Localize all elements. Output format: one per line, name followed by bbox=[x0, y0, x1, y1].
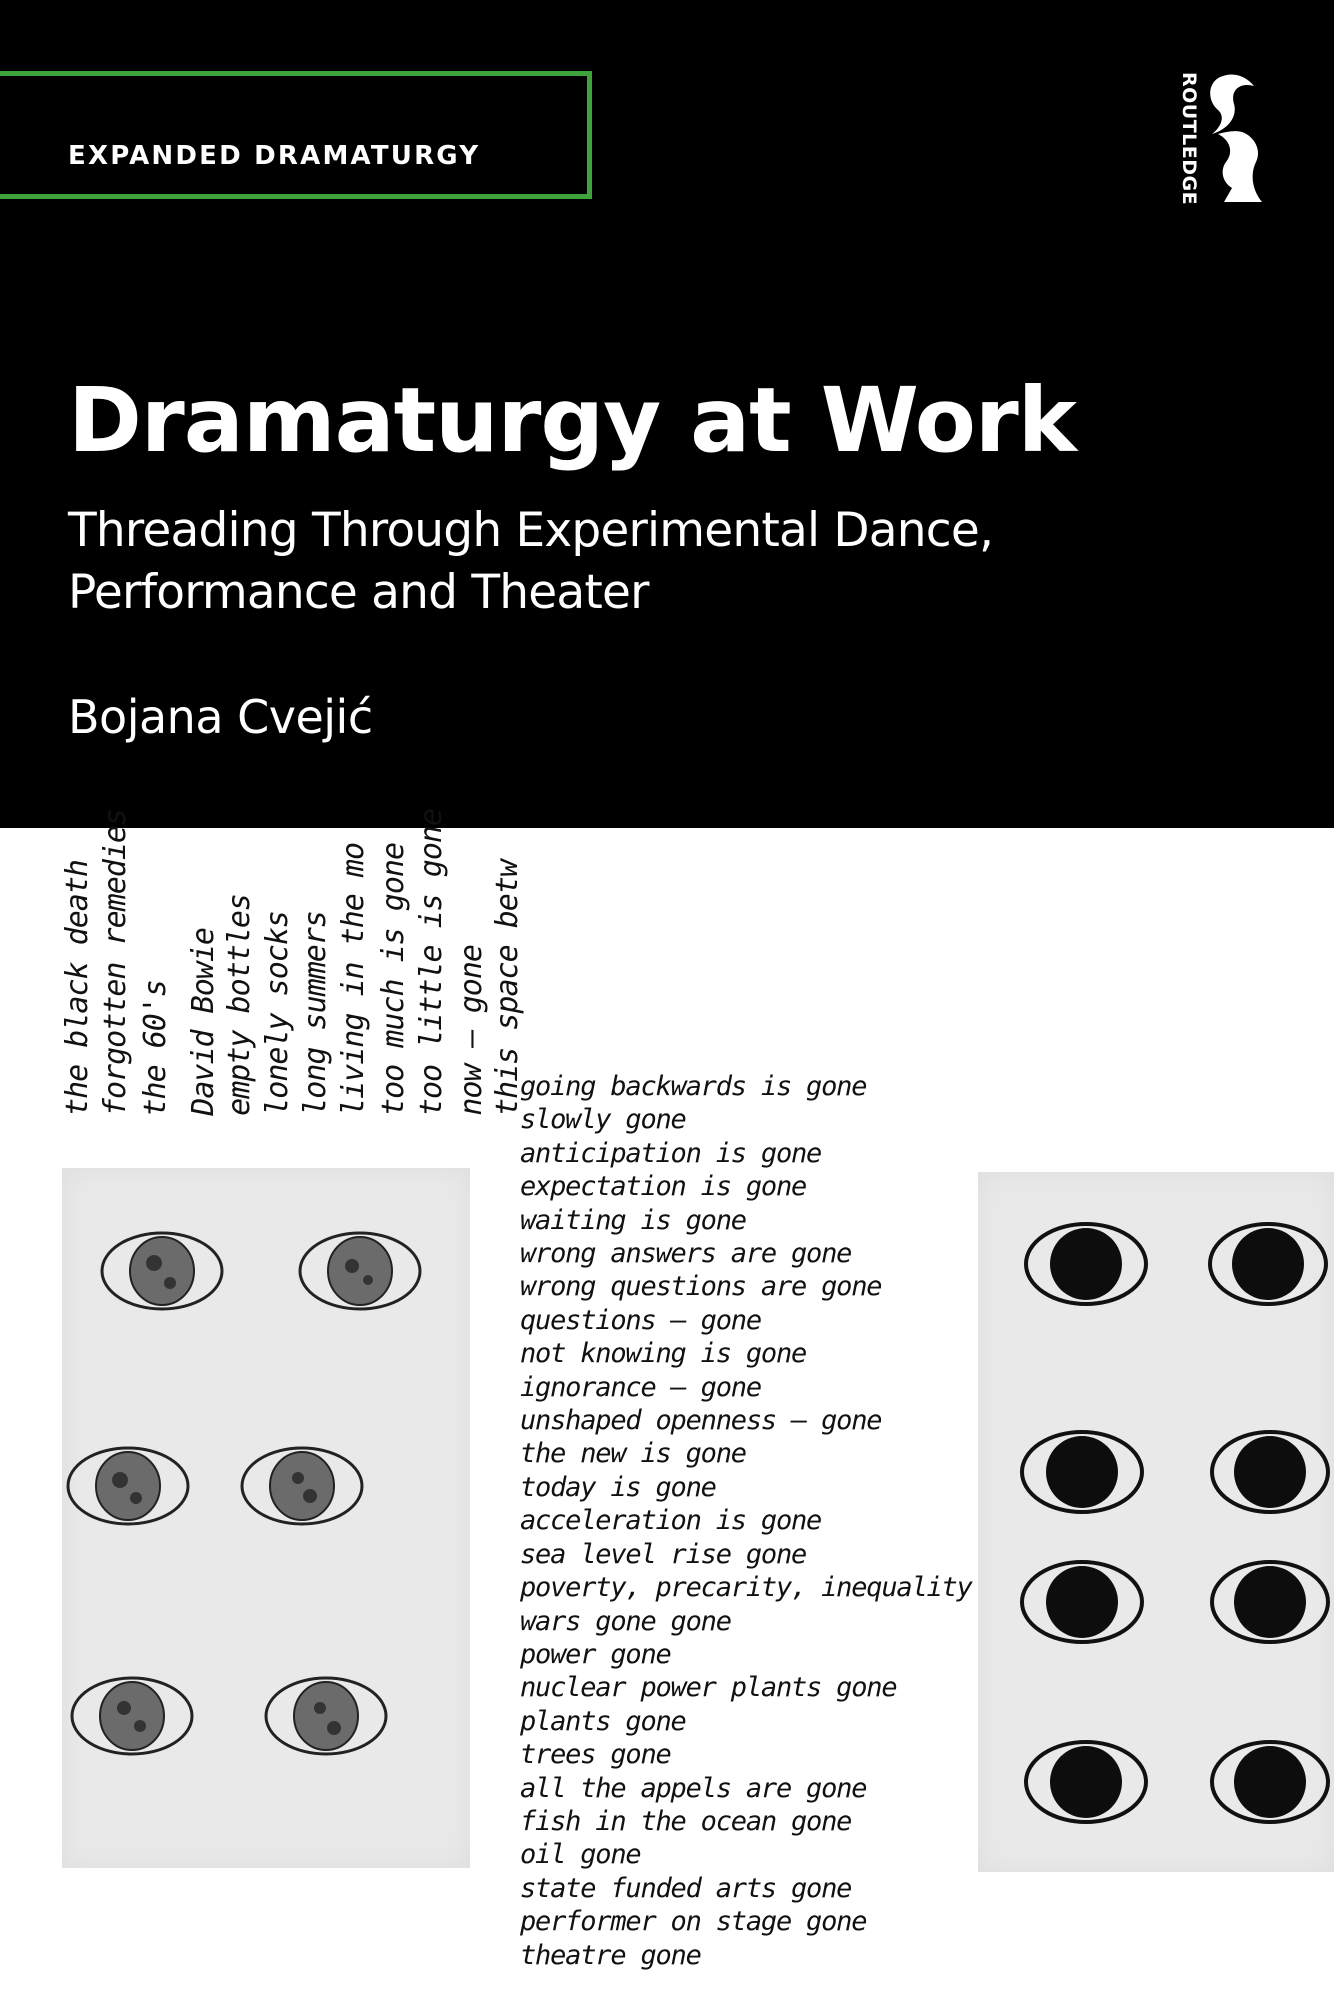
book-author: Bojana Cvejić bbox=[68, 690, 373, 744]
handwritten-line: now – gone bbox=[454, 945, 489, 1116]
series-frame bbox=[0, 71, 592, 199]
poem-line: anticipation is gone bbox=[520, 1137, 822, 1169]
handwritten-line: living in the mo bbox=[336, 843, 371, 1116]
handwritten-line: empty bottles bbox=[222, 894, 257, 1116]
eye-drawing-icon bbox=[62, 1168, 470, 1868]
publisher-name: ROUTLEDGE bbox=[1178, 72, 1200, 206]
poem-line: today is gone bbox=[520, 1471, 716, 1503]
poem-line: trees gone bbox=[520, 1739, 671, 1771]
poem-line: theatre gone bbox=[520, 1939, 701, 1971]
handwritten-line: too much is gone bbox=[376, 843, 411, 1116]
poem-line: fish in the ocean gone bbox=[520, 1805, 852, 1837]
right-eye-drawing-panel bbox=[978, 1172, 1334, 1872]
handwritten-line: David Bowie bbox=[186, 928, 221, 1116]
handwritten-poem bbox=[520, 1070, 990, 2000]
handwritten-line: forgotten remedies bbox=[98, 808, 133, 1116]
poem-line: the new is gone bbox=[520, 1438, 746, 1470]
series-label: EXPANDED DRAMATURGY bbox=[68, 141, 481, 171]
handwritten-line: long summers bbox=[298, 911, 333, 1116]
handwritten-line: this space betw bbox=[490, 860, 525, 1116]
poem-line: sea level rise gone bbox=[520, 1538, 807, 1570]
poem-line: not knowing is gone bbox=[520, 1338, 807, 1370]
book-subtitle: Threading Through Experimental Dance, Performance and Theater bbox=[68, 503, 994, 620]
poem-line: plants gone bbox=[520, 1705, 686, 1737]
poem-line: performer on stage gone bbox=[520, 1906, 867, 1938]
poem-line: poverty, precarity, inequality bbox=[520, 1572, 972, 1604]
poem-line: questions – gone bbox=[520, 1304, 761, 1336]
poem-line: expectation is gone bbox=[520, 1171, 807, 1203]
handwritten-vertical-list bbox=[50, 808, 525, 1116]
poem-line: nuclear power plants gone bbox=[520, 1672, 897, 1704]
poem-line: state funded arts gone bbox=[520, 1872, 852, 1904]
poem-line: oil gone bbox=[520, 1839, 641, 1871]
poem-line: going backwards is gone bbox=[520, 1071, 867, 1102]
book-title: Dramaturgy at Work bbox=[68, 368, 1076, 472]
poem-line: waiting is gone bbox=[520, 1204, 746, 1236]
poem-line: wrong questions are gone bbox=[520, 1271, 882, 1303]
poem-line: wrong answers are gone bbox=[520, 1238, 852, 1270]
eye-drawing-icon bbox=[978, 1172, 1334, 1872]
poem-line: unshaped openness – gone bbox=[520, 1405, 882, 1437]
handwritten-line: lonely socks bbox=[260, 911, 295, 1116]
poem-line: ignorance – gone bbox=[520, 1371, 761, 1403]
poem-line: acceleration is gone bbox=[520, 1505, 822, 1537]
poem-line: all the appels are gone bbox=[520, 1772, 867, 1804]
handwritten-line: too little is gone bbox=[414, 808, 449, 1116]
handwritten-line: the black death bbox=[60, 860, 95, 1116]
left-eye-drawing-panel bbox=[62, 1168, 470, 1868]
handwritten-line: the 60's bbox=[138, 979, 173, 1116]
poem-line: wars gone gone bbox=[520, 1605, 731, 1637]
poem-line: slowly gone bbox=[520, 1104, 686, 1136]
poem-line: power gone bbox=[520, 1638, 671, 1670]
